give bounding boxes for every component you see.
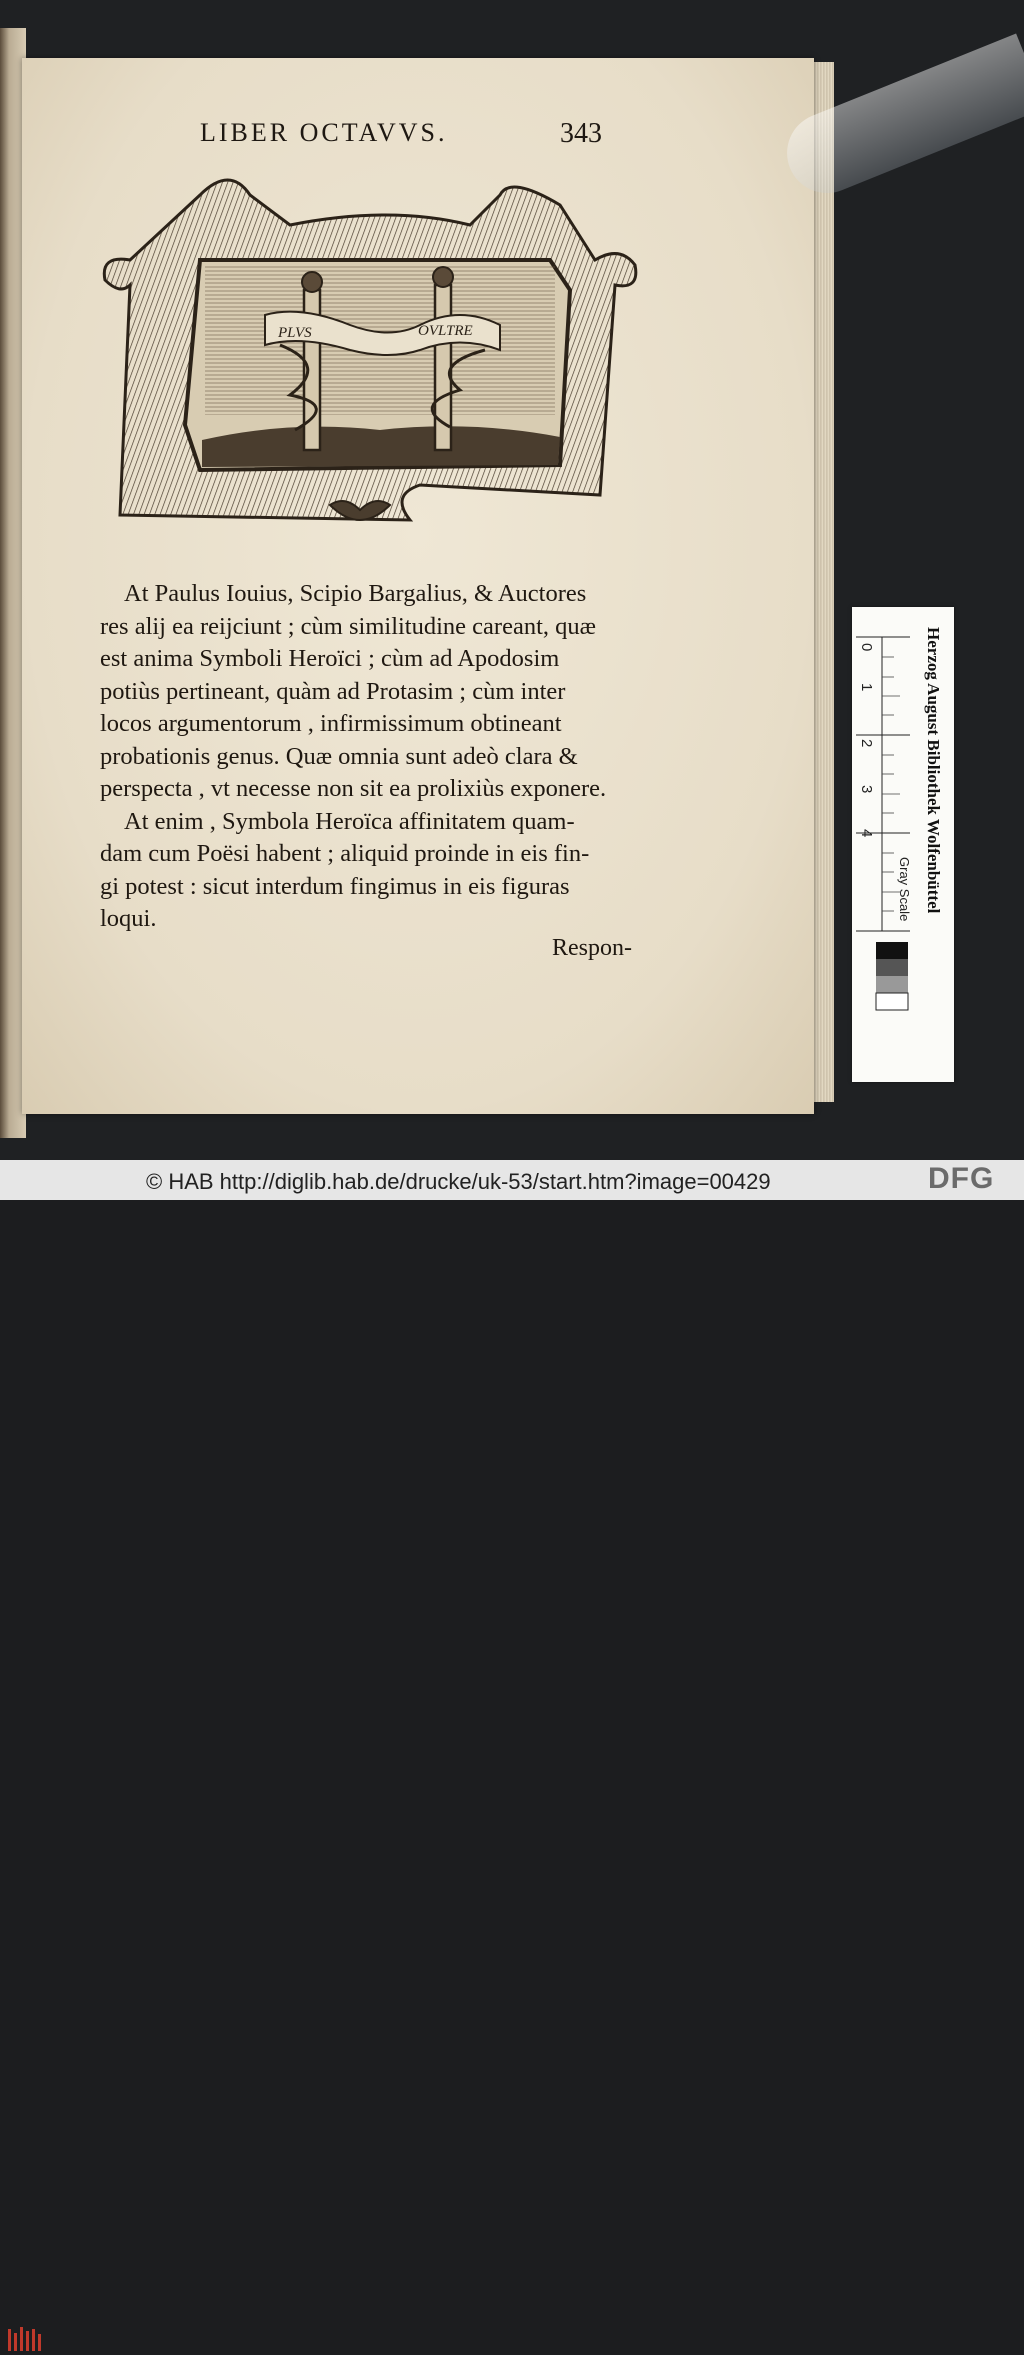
scale-number: 1 xyxy=(858,683,875,692)
ruler-graphic xyxy=(852,607,954,1082)
scale-number: 3 xyxy=(858,785,875,794)
text-line: loqui. xyxy=(100,905,157,932)
paragraph-2 xyxy=(100,806,640,936)
copyright-link[interactable]: © HAB http://diglib.hab.de/drucke/uk-53/start.htm?image=00429 xyxy=(146,1169,771,1194)
running-head: LIBER OCTAVVS. xyxy=(200,118,448,147)
scale-number: 4 xyxy=(858,829,875,838)
catchword: Respon- xyxy=(552,935,632,961)
scale-number: 0 xyxy=(858,643,875,652)
text-line: potiùs pertineant, quàm ad Protasim ; cùm inter xyxy=(100,677,566,705)
text-line: At Paulus Iouius, Scipio Bargalius, & Auctores xyxy=(124,580,587,607)
body-text xyxy=(100,578,640,936)
text-line: dam cum Poësi habent ; aliquid proinde in eis fin- xyxy=(100,840,590,867)
text-line: res alij ea reijciunt ; cùm similitudine careant, quæ xyxy=(100,612,596,640)
paragraph-1 xyxy=(100,578,640,806)
text-line: gi potest : sicut interdum fingimus in eis figuras xyxy=(100,872,570,900)
text-line: At enim , Symbola Heroïca affinitatem quam- xyxy=(124,807,575,835)
banner-left-text: PLVS xyxy=(278,325,312,341)
gray-scale-label: Gray Scale xyxy=(897,857,912,922)
scale-number: 2 xyxy=(858,739,875,748)
institution-label: Herzog August Bibliothek Wolfenbüttel xyxy=(924,627,943,914)
text-line: locos argumentorum , infirmissimum obtineant xyxy=(100,710,562,737)
text-line: est anima Symboli Heroïci ; cùm ad Apodosim xyxy=(100,645,560,672)
text-line: probationis genus. Quæ omnia sunt adeò clara & xyxy=(100,742,578,770)
emblem-engraving xyxy=(90,165,650,555)
text-line: perspecta , vt necesse non sit ea prolixiùs exponere. xyxy=(100,775,607,802)
scan-area xyxy=(0,0,1024,1160)
hab-logo-icon xyxy=(6,2325,46,2355)
dfg-logo: DFG xyxy=(928,1162,995,1195)
footer-bar xyxy=(0,1160,1024,1200)
page-number: 343 xyxy=(560,118,602,149)
scale-ruler xyxy=(852,607,954,1082)
banner-right-text: OVLTRE xyxy=(418,323,473,339)
